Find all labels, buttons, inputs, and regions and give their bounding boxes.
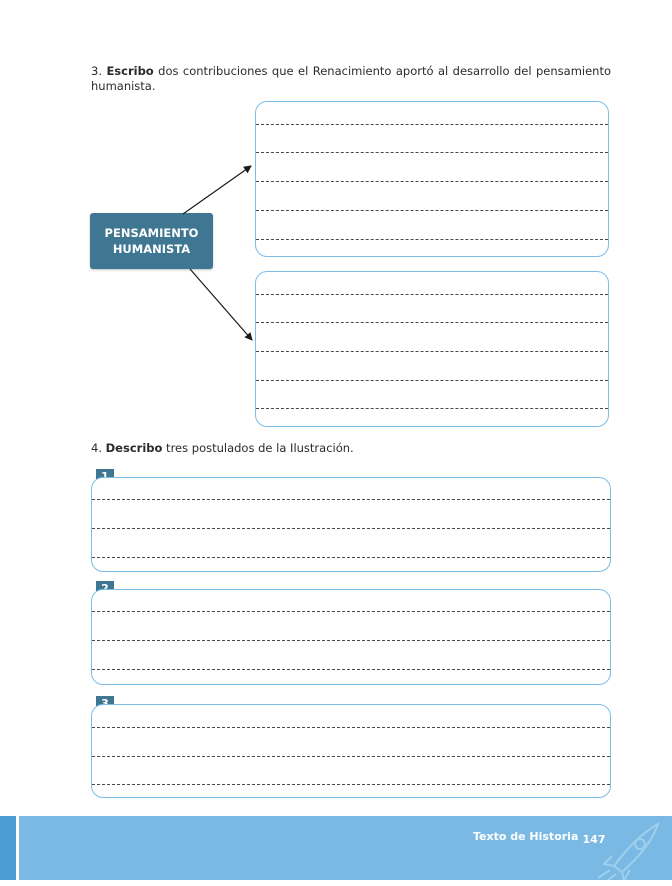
footer-left-strip: [0, 816, 16, 880]
book-title: Texto de Historia: [473, 830, 579, 843]
writing-line: [256, 408, 608, 409]
writing-line: [92, 640, 610, 641]
writing-line: [256, 322, 608, 323]
writing-line: [92, 727, 610, 728]
question-4-verb: Describo: [105, 441, 163, 455]
writing-line: [92, 669, 610, 670]
writing-line: [92, 756, 610, 757]
writing-line: [92, 557, 610, 558]
writing-line: [92, 611, 610, 612]
writing-line: [256, 351, 608, 352]
question-4-number: 4.: [91, 441, 102, 455]
writing-line: [256, 294, 608, 295]
question-4-text: tres postulados de la Ilustración.: [162, 441, 354, 455]
writing-line: [256, 239, 608, 240]
question-3-text: dos contribuciones que el Renacimiento aportó al desarrollo del pensamiento humanista.: [91, 64, 611, 93]
answer-box-postulate-3[interactable]: [91, 704, 611, 798]
answer-box-postulate-2[interactable]: [91, 589, 611, 685]
writing-line: [92, 784, 610, 785]
writing-line: [92, 499, 610, 500]
question-4: [91, 441, 611, 456]
answer-box-contribution-2[interactable]: [255, 271, 609, 427]
writing-line: [256, 152, 608, 153]
page-number: 147: [582, 833, 606, 846]
answer-box-postulate-1[interactable]: [91, 477, 611, 572]
writing-line: [256, 210, 608, 211]
writing-line: [92, 528, 610, 529]
answer-box-contribution-1[interactable]: [255, 101, 609, 257]
page-footer: [0, 816, 672, 880]
concept-line-2: HUMANISTA: [112, 242, 191, 256]
question-3-verb: Escribo: [106, 64, 154, 78]
concept-line-1: PENSAMIENTO: [104, 226, 199, 240]
arrow-down: [190, 269, 252, 340]
footer-left-divider: [16, 816, 19, 880]
arrow-up: [183, 166, 251, 214]
writing-line: [256, 181, 608, 182]
question-3-number: 3.: [91, 64, 102, 78]
writing-line: [256, 124, 608, 125]
writing-line: [256, 380, 608, 381]
